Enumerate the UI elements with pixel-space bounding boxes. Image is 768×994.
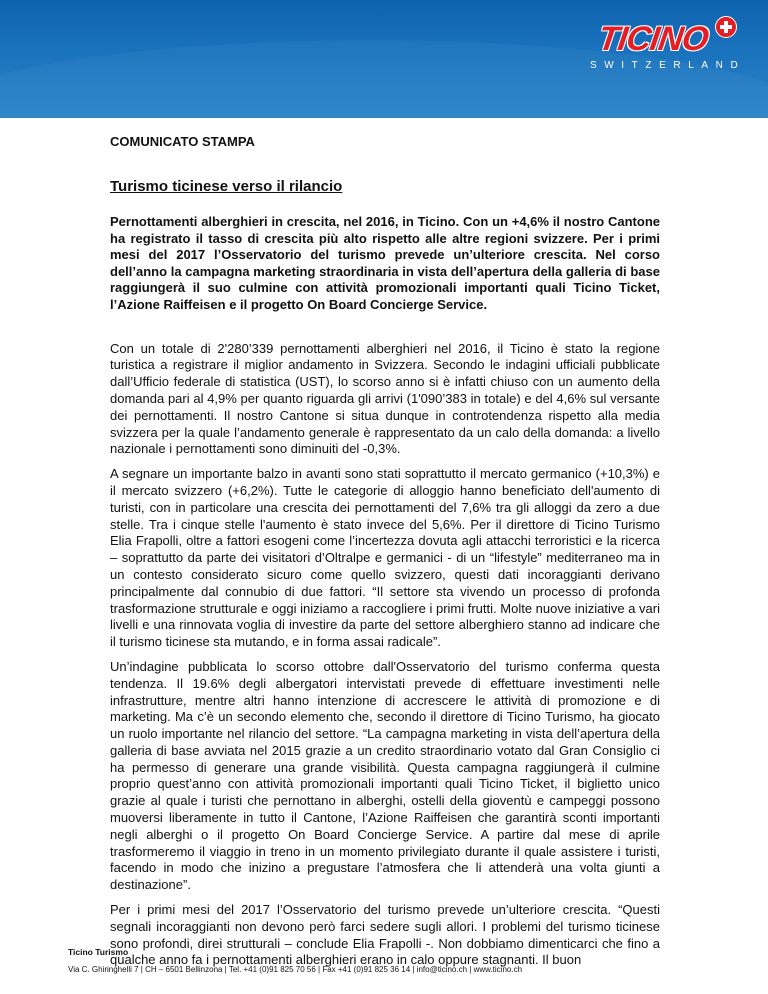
header-band	[0, 0, 768, 118]
press-release-body	[110, 134, 660, 969]
lead-paragraph: Pernottamenti alberghieri in crescita, nel 2016, in Ticino. Con un +4,6% il nostro Cantone ha registrato il tasso di crescita più alto rispetto alle altre regioni svizzere. Per i primi mesi del 2017 l’Osservatorio del turismo prevede un’ulteriore crescita. Nel corso dell’anno la campagna marketing straordinaria in vista dell’apertura della galleria di base raggiungerà il suo culmine con attività promozionali importanti quali Ticino Ticket, l’Azione Raiffeisen e il progetto On Board Concierge Service.	[110, 214, 660, 312]
footer-organization: Ticino Turismo	[68, 947, 129, 957]
body-paragraph: Un’indagine pubblicata lo scorso ottobre dall'Osservatorio del turismo conferma questa tendenza. Il 19.6% degli albergatori intervistati prevede di effettuare investimenti nelle infrastrutture, mentre altri hanno intenzione di accrescere le attività di promozione e di marketing. Ma c’è un secondo elemento che, secondo il direttore di Ticino Turismo, ha giocato un ruolo importante nel rilancio del settore. “La campagna marketing in vista dell’apertura della galleria di base avviata nel 2015 grazie a un credito straordinario votato dal Gran Consiglio ci ha permesso di generare una grande visibilità. Questa campagna raggiungerà il culmine proprio quest’anno con attività promozionali importanti quali Ticino Ticket, il biglietto unico grazie al quale i turisti che pernottano in alberghi, ostelli della gioventù e campeggi possono muoversi liberamente in tutto il Cantone, l’Azione Raiffeisen che garantirà sconti importanti negli alberghi o il progetto On Board Concierge Service. A partire dal mese di aprile trasformeremo il viaggio in treno in un momento privilegiato durante il quale assistere i turisti, facendo in modo che inizino a pregustare l’atmosfera che li attenderà una volta giunti a destinazione”.	[110, 658, 660, 893]
body-paragraph: Con un totale di 2'280’339 pernottamenti alberghieri nel 2016, il Ticino è stato la regione turistica a registrare il miglior andamento in Svizzera. Secondo le indagini ufficiali pubblicate dall’Ufficio federale di statistica (UST), lo scorso anno si è infatti chiuso con un aumento della domanda pari al 4,9% per quanto riguarda gli arrivi (1'090’383 in totale) e del 4,6% sul versante dei pernottamenti. Il nostro Cantone si situa dunque in controtendenza rispetto alla media svizzera per la quale l’andamento generale è rappresentato da un calo della domanda: a livello nazionale i pernottamenti sono diminuiti del -0,3%.	[110, 340, 660, 457]
swiss-cross-icon	[715, 16, 737, 38]
ticino-logo	[578, 16, 746, 76]
page-footer	[68, 947, 708, 975]
document-label: COMUNICATO STAMPA	[110, 134, 255, 149]
logo-wordmark: TICINO	[595, 20, 711, 58]
document-title: Turismo ticinese verso il rilancio	[110, 178, 343, 195]
footer-contact-line: Via C. Ghiringhelli 7 | CH – 6501 Bellinzona | Tel. +41 (0)91 825 70 56 | Fax +41 (0)91 825 36 14 | info@ticino.ch | www.ticino.ch	[68, 965, 523, 974]
body-paragraph: Per i primi mesi del 2017 l’Osservatorio del turismo prevede un’ulteriore crescita. “Questi segnali incoraggianti non devono però farci sedere sugli allori. I problemi del turismo ticinese sono profondi, direi strutturali – conclude Elia Frapolli -. Non dobbiamo dimenticarci che fino a qualche anno fa i pernottamenti alberghieri erano in calo oppure stagnanti. Il buon	[110, 902, 660, 968]
body-paragraph: A segnare un importante balzo in avanti sono stati soprattutto il mercato germanico (+10,3%) e il mercato svizzero (+6,2%). Tutte le categorie di alloggio hanno beneficiato dell'aumento di turisti, con in particolare una crescita dei pernottamenti del 7,6% tra gli alloggi da zero a due stelle. Tra i cinque stelle l'aumento è stato invece del 5,6%. Per il direttore di Ticino Turismo Elia Frapolli, oltre a fattori esogeni come l’incertezza dovuta agli attacchi terroristici e la ricerca – soprattutto da parte dei visitatori d’Oltralpe e germanici - di un “lifestyle” mediterraneo ma in un contesto considerato sicuro come quello svizzero, questi dati incoraggianti derivano principalmente dal connubio di due fattori. “Il settore sta vivendo un processo di profonda trasformazione strutturale e oggi iniziamo a raccogliere i primi frutti. Molte nuove iniziative a vari livelli e una rinnovata voglia di investire da parte del settore alberghiero stanno ad indicare che il turismo ticinese sta mutando, e in forma assai radicale”.	[110, 466, 660, 650]
logo-subtitle: SWITZERLAND	[590, 60, 746, 71]
